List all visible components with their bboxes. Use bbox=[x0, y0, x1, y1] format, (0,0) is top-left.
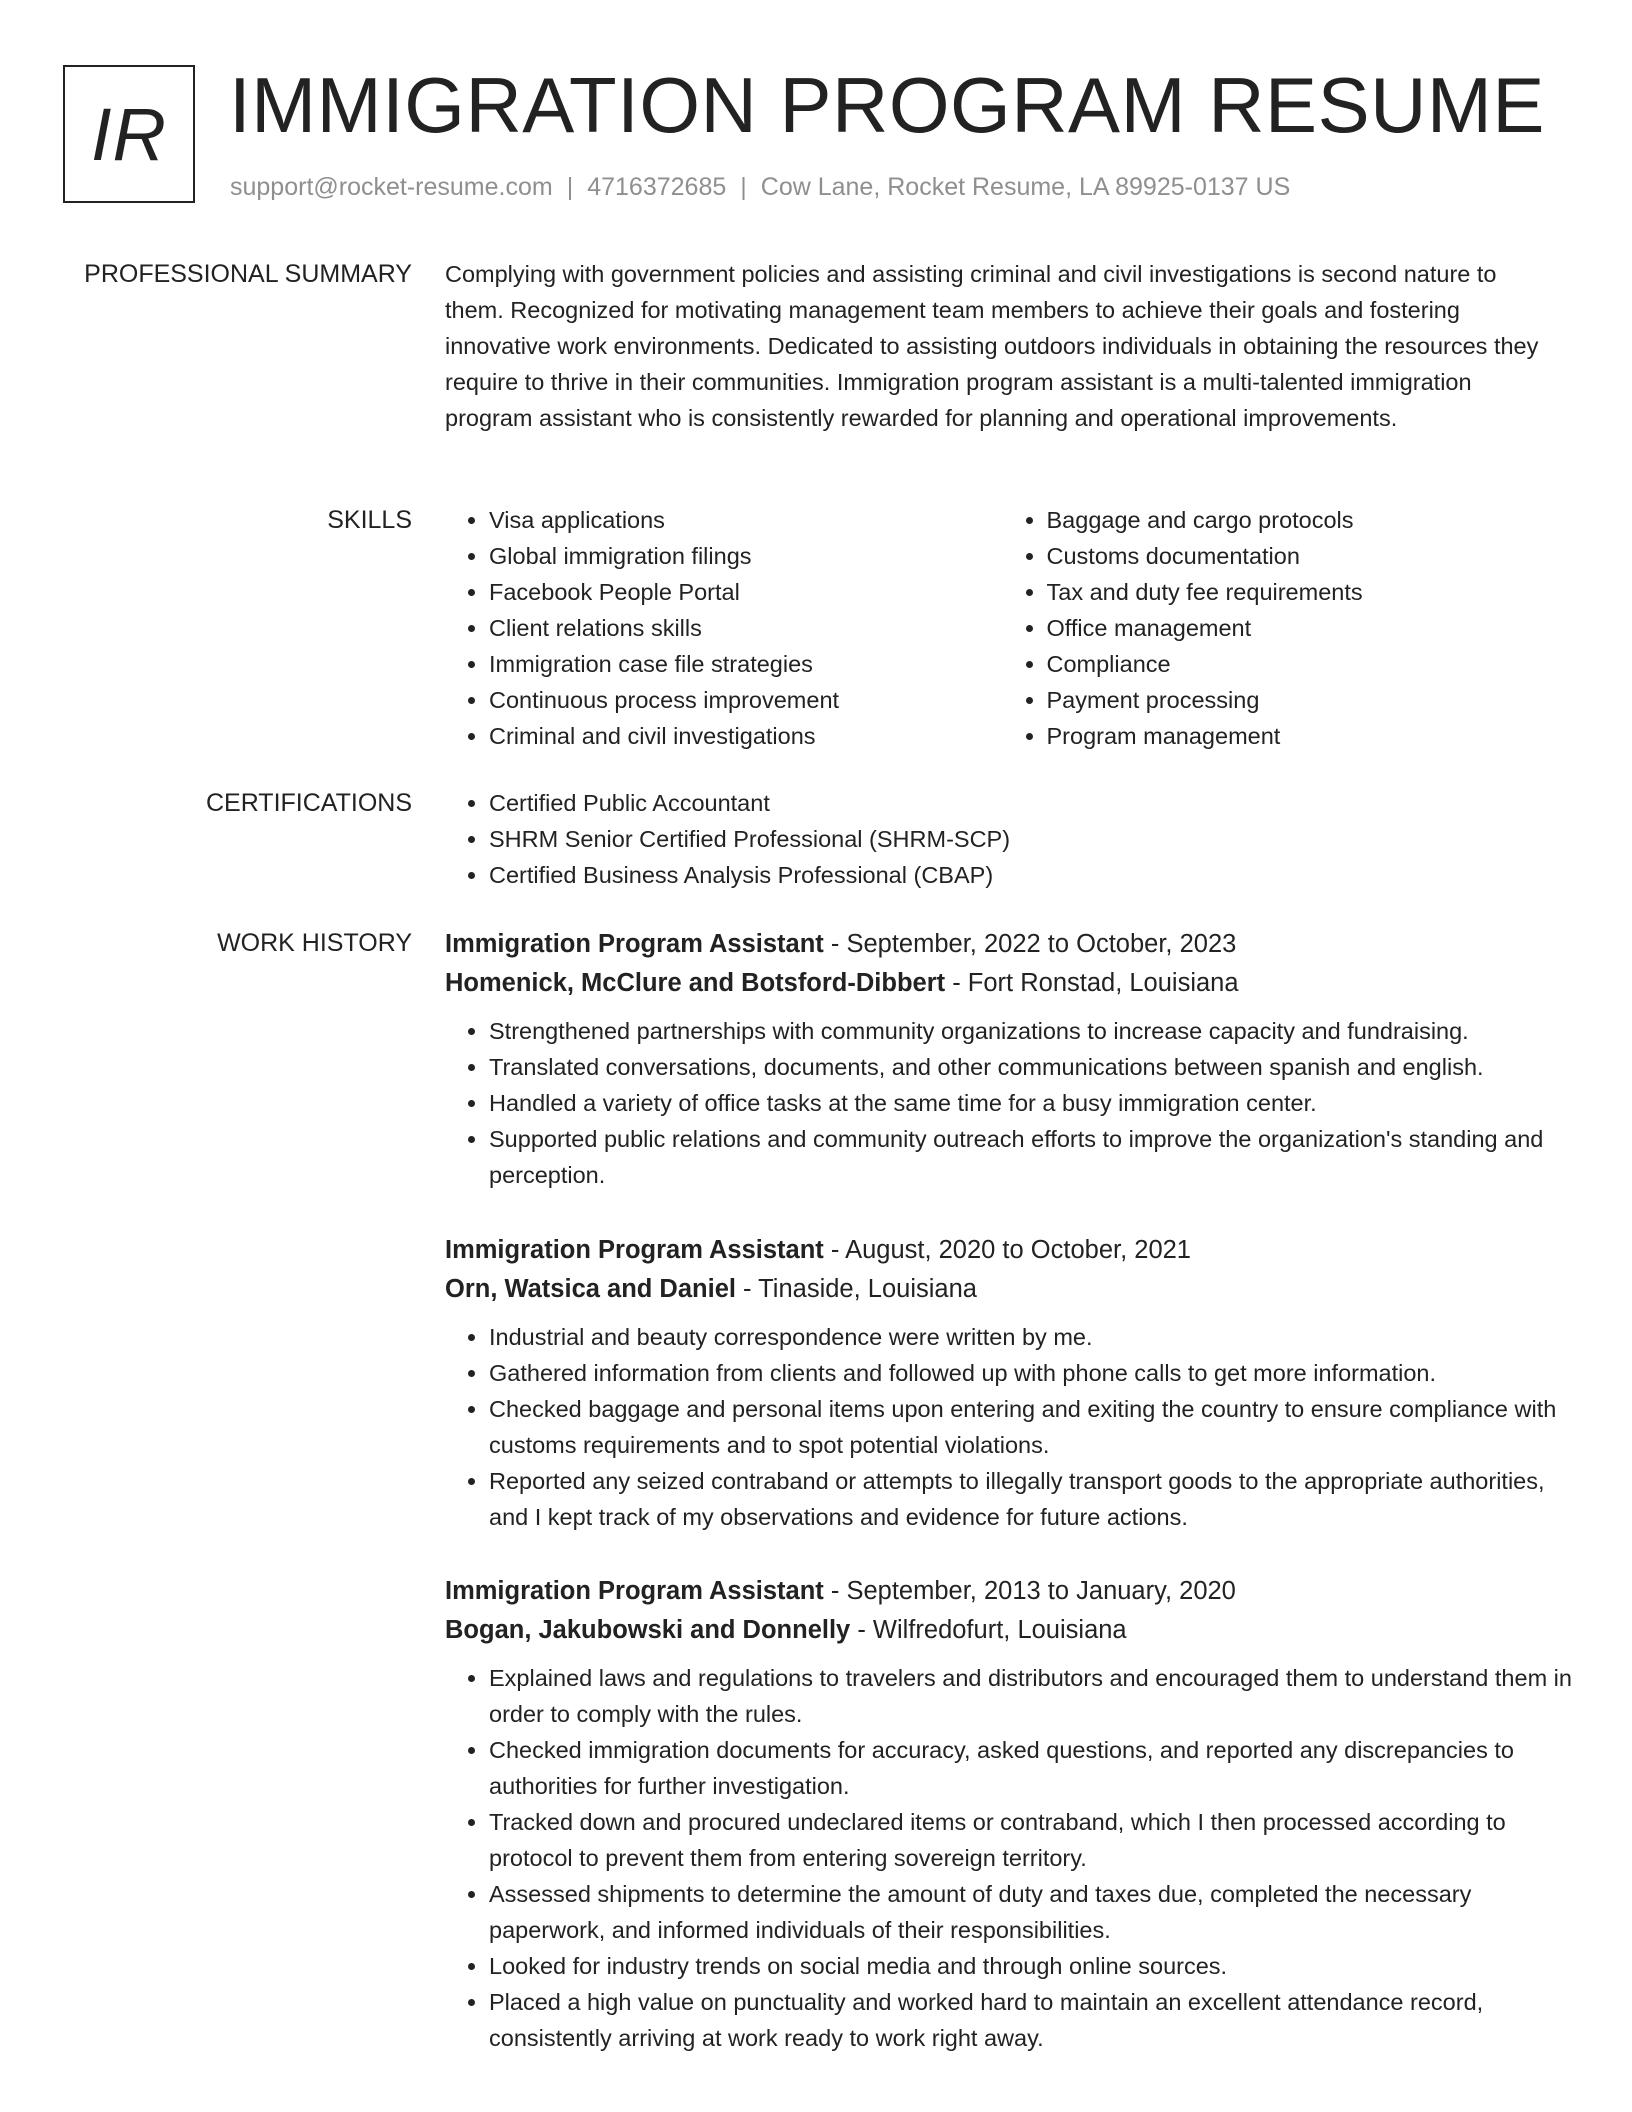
job-bullet: • Reported any seized contraband or attempts to illegally transport goods to the appropriate authorities, and I kept track of my observations and evidence for future actions. bbox=[489, 1463, 1575, 1535]
skill-item: • Criminal and civil investigations bbox=[489, 718, 1003, 754]
company-name: Orn, Watsica and Daniel bbox=[445, 1275, 736, 1303]
job-title-line bbox=[445, 925, 1575, 964]
certifications-list bbox=[445, 785, 1560, 893]
job-location: - Fort Ronstad, Louisiana bbox=[945, 969, 1239, 997]
job-title: Immigration Program Assistant bbox=[445, 1236, 824, 1264]
skill-item: • Customs documentation bbox=[1047, 538, 1561, 574]
skill-item: • Office management bbox=[1047, 610, 1561, 646]
job-dates: - September, 2022 to October, 2023 bbox=[823, 930, 1237, 958]
section-label-work-history: WORK HISTORY bbox=[217, 929, 412, 957]
job-entry bbox=[445, 925, 1575, 1193]
skill-item: • Continuous process improvement bbox=[489, 682, 1003, 718]
address: Cow Lane, Rocket Resume, LA 89925-0137 US bbox=[760, 173, 1291, 201]
job-bullets bbox=[445, 1319, 1575, 1535]
skill-item: • Facebook People Portal bbox=[489, 574, 1003, 610]
job-bullet: • Supported public relations and community outreach efforts to improve the organization's standing and perception. bbox=[489, 1121, 1575, 1193]
certification-item: • SHRM Senior Certified Professional (SHRM-SCP) bbox=[489, 821, 1560, 857]
skill-item: • Visa applications bbox=[489, 502, 1003, 538]
job-entry bbox=[445, 1231, 1575, 1535]
skill-item: • Payment processing bbox=[1047, 682, 1561, 718]
separator: | bbox=[740, 173, 747, 201]
summary-content bbox=[445, 256, 1555, 436]
skill-item: • Compliance bbox=[1047, 646, 1561, 682]
section-label-skills: SKILLS bbox=[327, 506, 412, 534]
job-company-line bbox=[445, 1611, 1575, 1650]
job-title: Immigration Program Assistant bbox=[445, 1577, 824, 1605]
job-bullet: • Placed a high value on punctuality and worked hard to maintain an excellent attendance record, consistently arriving at work ready to work right away. bbox=[489, 1984, 1575, 2056]
job-title-line bbox=[445, 1572, 1575, 1611]
job-bullet: • Assessed shipments to determine the amount of duty and taxes due, completed the necessary paperwork, and informed individuals of their responsibilities. bbox=[489, 1876, 1575, 1948]
job-bullets bbox=[445, 1013, 1575, 1193]
job-bullet: • Gathered information from clients and followed up with phone calls to get more information. bbox=[489, 1355, 1575, 1391]
job-bullet: • Explained laws and regulations to travelers and distributors and encouraged them to understand them in order to comply with the rules. bbox=[489, 1660, 1575, 1732]
job-dates: - September, 2013 to January, 2020 bbox=[823, 1577, 1236, 1605]
skill-item: • Global immigration filings bbox=[489, 538, 1003, 574]
section-label-certifications: CERTIFICATIONS bbox=[205, 789, 412, 817]
email-link[interactable]: support@rocket-resume.com bbox=[230, 173, 553, 201]
contact-line bbox=[230, 173, 1290, 202]
job-title: Immigration Program Assistant bbox=[445, 930, 824, 958]
job-title-line bbox=[445, 1231, 1575, 1270]
skill-item: • Client relations skills bbox=[489, 610, 1003, 646]
job-location: - Tinaside, Louisiana bbox=[735, 1275, 977, 1303]
company-name: Homenick, McClure and Botsford-Dibbert bbox=[445, 969, 946, 997]
job-bullet: • Checked immigration documents for accuracy, asked questions, and reported any discrepancies to authorities for further investigation. bbox=[489, 1732, 1575, 1804]
phone-number: 4716372685 bbox=[587, 173, 727, 201]
skill-item: • Tax and duty fee requirements bbox=[1047, 574, 1561, 610]
certifications-content bbox=[445, 785, 1560, 893]
job-location: - Wilfredofurt, Louisiana bbox=[850, 1616, 1127, 1644]
job-bullet: • Industrial and beauty correspondence were written by me. bbox=[489, 1319, 1575, 1355]
skill-item: • Baggage and cargo protocols bbox=[1047, 502, 1561, 538]
job-bullet: • Looked for industry trends on social media and through online sources. bbox=[489, 1948, 1575, 1984]
certification-item: • Certified Public Accountant bbox=[489, 785, 1560, 821]
page-title: IMMIGRATION PROGRAM RESUME bbox=[229, 61, 1545, 149]
section-label-summary: PROFESSIONAL SUMMARY bbox=[84, 260, 412, 288]
job-bullet: • Handled a variety of office tasks at the same time for a busy immigration center. bbox=[489, 1085, 1575, 1121]
job-entry bbox=[445, 1572, 1575, 2056]
company-name: Bogan, Jakubowski and Donnelly bbox=[445, 1616, 851, 1644]
job-company-line bbox=[445, 964, 1575, 1003]
skills-list-right bbox=[1003, 502, 1561, 754]
job-bullet: • Strengthened partnerships with community organizations to increase capacity and fundraising. bbox=[489, 1013, 1575, 1049]
separator: | bbox=[566, 173, 574, 201]
resume-header bbox=[63, 61, 1583, 215]
job-company-line bbox=[445, 1270, 1575, 1309]
skills-list-left bbox=[445, 502, 1003, 754]
job-bullet: • Tracked down and procured undeclared items or contraband, which I then processed according to protocol to prevent them from entering sovereign territory. bbox=[489, 1804, 1575, 1876]
job-dates: - August, 2020 to October, 2021 bbox=[823, 1236, 1191, 1264]
job-bullet: • Checked baggage and personal items upon entering and exiting the country to ensure compliance with customs requirements and to spot potential violations. bbox=[489, 1391, 1575, 1463]
job-bullets bbox=[445, 1660, 1575, 2056]
skill-item: • Program management bbox=[1047, 718, 1561, 754]
skill-item: • Immigration case file strategies bbox=[489, 646, 1003, 682]
monogram-logo: IR bbox=[63, 65, 195, 203]
skills-content bbox=[445, 502, 1560, 754]
job-bullet: • Translated conversations, documents, and other communications between spanish and english. bbox=[489, 1049, 1575, 1085]
certification-item: • Certified Business Analysis Professional (CBAP) bbox=[489, 857, 1560, 893]
summary-text: Complying with government policies and assisting criminal and civil investigations is second nature to them. Recognized for motivating management team members to achieve their goals and fostering innovative work environments. Dedicated to assisting outdoors individuals in obtaining the resources they require to thrive in their communities. Immigration program assistant is a multi-talented immigration program assistant who is consistently rewarded for planning and operational improvements. bbox=[445, 261, 1539, 431]
